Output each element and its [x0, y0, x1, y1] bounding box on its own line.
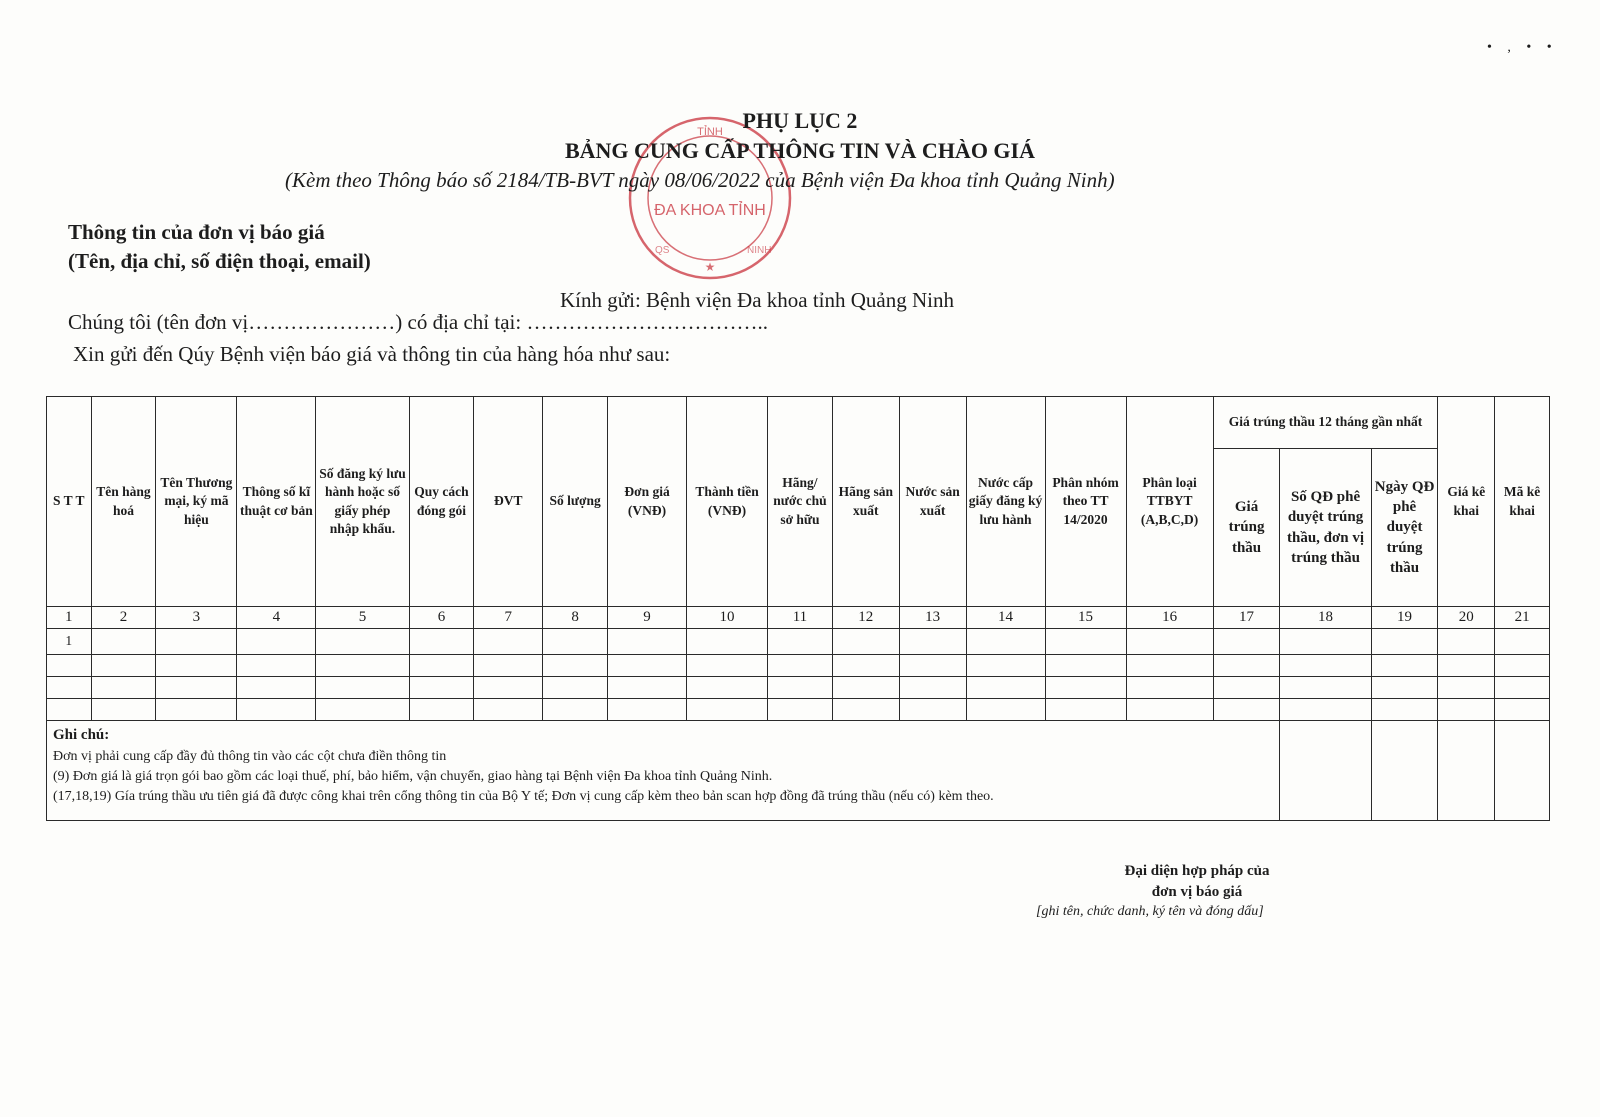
corner-mark: • , • •: [1487, 40, 1558, 55]
col-group-header: Giá trúng thầu 12 tháng gần nhất: [1213, 397, 1438, 449]
col-number: 16: [1126, 607, 1213, 629]
col-header-9: Đơn giá (VNĐ): [608, 397, 687, 607]
col-number: 17: [1213, 607, 1280, 629]
col-number: 5: [316, 607, 409, 629]
signature-instruction: [ghi tên, chức danh, ký tên và đóng dấu]: [1036, 904, 1264, 919]
col-number: 21: [1495, 607, 1550, 629]
stamp-inner-text: ĐA KHOA TỈNH: [654, 202, 766, 219]
col-number: 18: [1280, 607, 1371, 629]
notes-block: [47, 721, 1280, 821]
col-header-19: Ngày QĐ phê duyệt trúng thầu: [1371, 449, 1438, 607]
col-number: 11: [768, 607, 833, 629]
col-header-5: Số đăng ký lưu hành hoặc số giấy phép nhập khẩu.: [316, 397, 409, 607]
col-header-16: Phân loại TTBYT (A,B,C,D): [1126, 397, 1213, 607]
table-row: [47, 655, 1550, 677]
col-header-4: Thông số kĩ thuật cơ bản: [237, 397, 316, 607]
col-header-12: Hãng sản xuất: [832, 397, 899, 607]
col-number: 2: [91, 607, 156, 629]
col-number: 8: [543, 607, 608, 629]
col-number: 13: [899, 607, 966, 629]
col-number: 12: [832, 607, 899, 629]
table-row: [47, 629, 1550, 655]
svg-text:QS: QS: [655, 245, 670, 256]
col-header-10: Thành tiền (VNĐ): [687, 397, 768, 607]
appendix-label: PHỤ LỤC 2: [742, 108, 858, 133]
request-line: Xin gửi đến Qúy Bệnh viện báo giá và thông tin của hàng hóa như sau:: [73, 342, 671, 366]
table-row: [47, 699, 1550, 721]
col-header-14: Nước cấp giấy đăng ký lưu hành: [966, 397, 1045, 607]
col-number: 9: [608, 607, 687, 629]
col-header-11: Hãng/ nước chủ sở hữu: [768, 397, 833, 607]
signature-line-1: Đại diện hợp pháp của: [1124, 863, 1270, 879]
row-stt: 1: [47, 629, 92, 655]
intro-line: Chúng tôi (tên đơn vị…………………) có địa chỉ tại: ……………………………..: [68, 310, 768, 334]
col-number: 7: [474, 607, 543, 629]
col-number: 19: [1371, 607, 1438, 629]
col-header-7: ĐVT: [474, 397, 543, 607]
col-number: 6: [409, 607, 474, 629]
col-header-15: Phân nhóm theo TT 14/2020: [1045, 397, 1126, 607]
col-header-17: Giá trúng thầu: [1213, 449, 1280, 607]
col-number: 20: [1438, 607, 1495, 629]
signature-line-2: đơn vị báo giá: [1151, 884, 1243, 900]
svg-text:★: ★: [704, 260, 716, 274]
col-header-13: Nước sản xuất: [899, 397, 966, 607]
col-header-21: Mã kê khai: [1495, 397, 1550, 607]
col-header-18: Số QĐ phê duyệt trúng thầu, đơn vị trúng thầu: [1280, 449, 1371, 607]
page-title: BẢNG CUNG CẤP THÔNG TIN VÀ CHÀO GIÁ: [564, 138, 1035, 163]
note-item: Đơn vị phải cung cấp đầy đủ thông tin vào các cột chưa điền thông tin: [53, 748, 447, 764]
col-number: 15: [1045, 607, 1126, 629]
vendor-info-subheading: (Tên, địa chỉ, số điện thoại, email): [68, 249, 371, 273]
col-header-1: S T T: [47, 397, 92, 607]
vendor-info-heading: Thông tin của đơn vị báo giá: [68, 220, 325, 244]
notes-title: Ghi chú:: [53, 727, 110, 743]
col-header-20: Giá kê khai: [1438, 397, 1495, 607]
col-number: 4: [237, 607, 316, 629]
page-subtitle: (Kèm theo Thông báo số 2184/TB-BVT ngày 08/06/2022 của Bệnh viện Đa khoa tỉnh Quảng Ninh): [285, 168, 1115, 192]
col-header-8: Số lượng: [543, 397, 608, 607]
col-number: 10: [687, 607, 768, 629]
quotation-table: [46, 396, 1550, 864]
svg-text:TỈNH: TỈNH: [697, 126, 723, 138]
col-header-2: Tên hàng hoá: [91, 397, 156, 607]
col-number: 14: [966, 607, 1045, 629]
note-item: (17,18,19) Gía trúng thầu ưu tiên giá đã được công khai trên cổng thông tin của Bộ Y tế; Đơn vị cung cấp kèm theo bản scan hợp đồng đã trúng thầu (nếu có) kèm theo.: [53, 789, 994, 805]
col-number: 3: [156, 607, 237, 629]
col-header-6: Quy cách đóng gói: [409, 397, 474, 607]
col-number: 1: [47, 607, 92, 629]
note-item: (9) Đơn giá là giá trọn gói bao gồm các loại thuế, phí, bảo hiểm, vận chuyển, giao hàng tại Bệnh viện Đa khoa tỉnh Quảng Ninh.: [53, 769, 773, 785]
svg-text:NINH: NINH: [747, 245, 772, 256]
table-row: [47, 677, 1550, 699]
recipient-line: Kính gửi: Bệnh viện Đa khoa tỉnh Quảng Ninh: [560, 288, 954, 312]
col-header-3: Tên Thương mại, ký mã hiệu: [156, 397, 237, 607]
